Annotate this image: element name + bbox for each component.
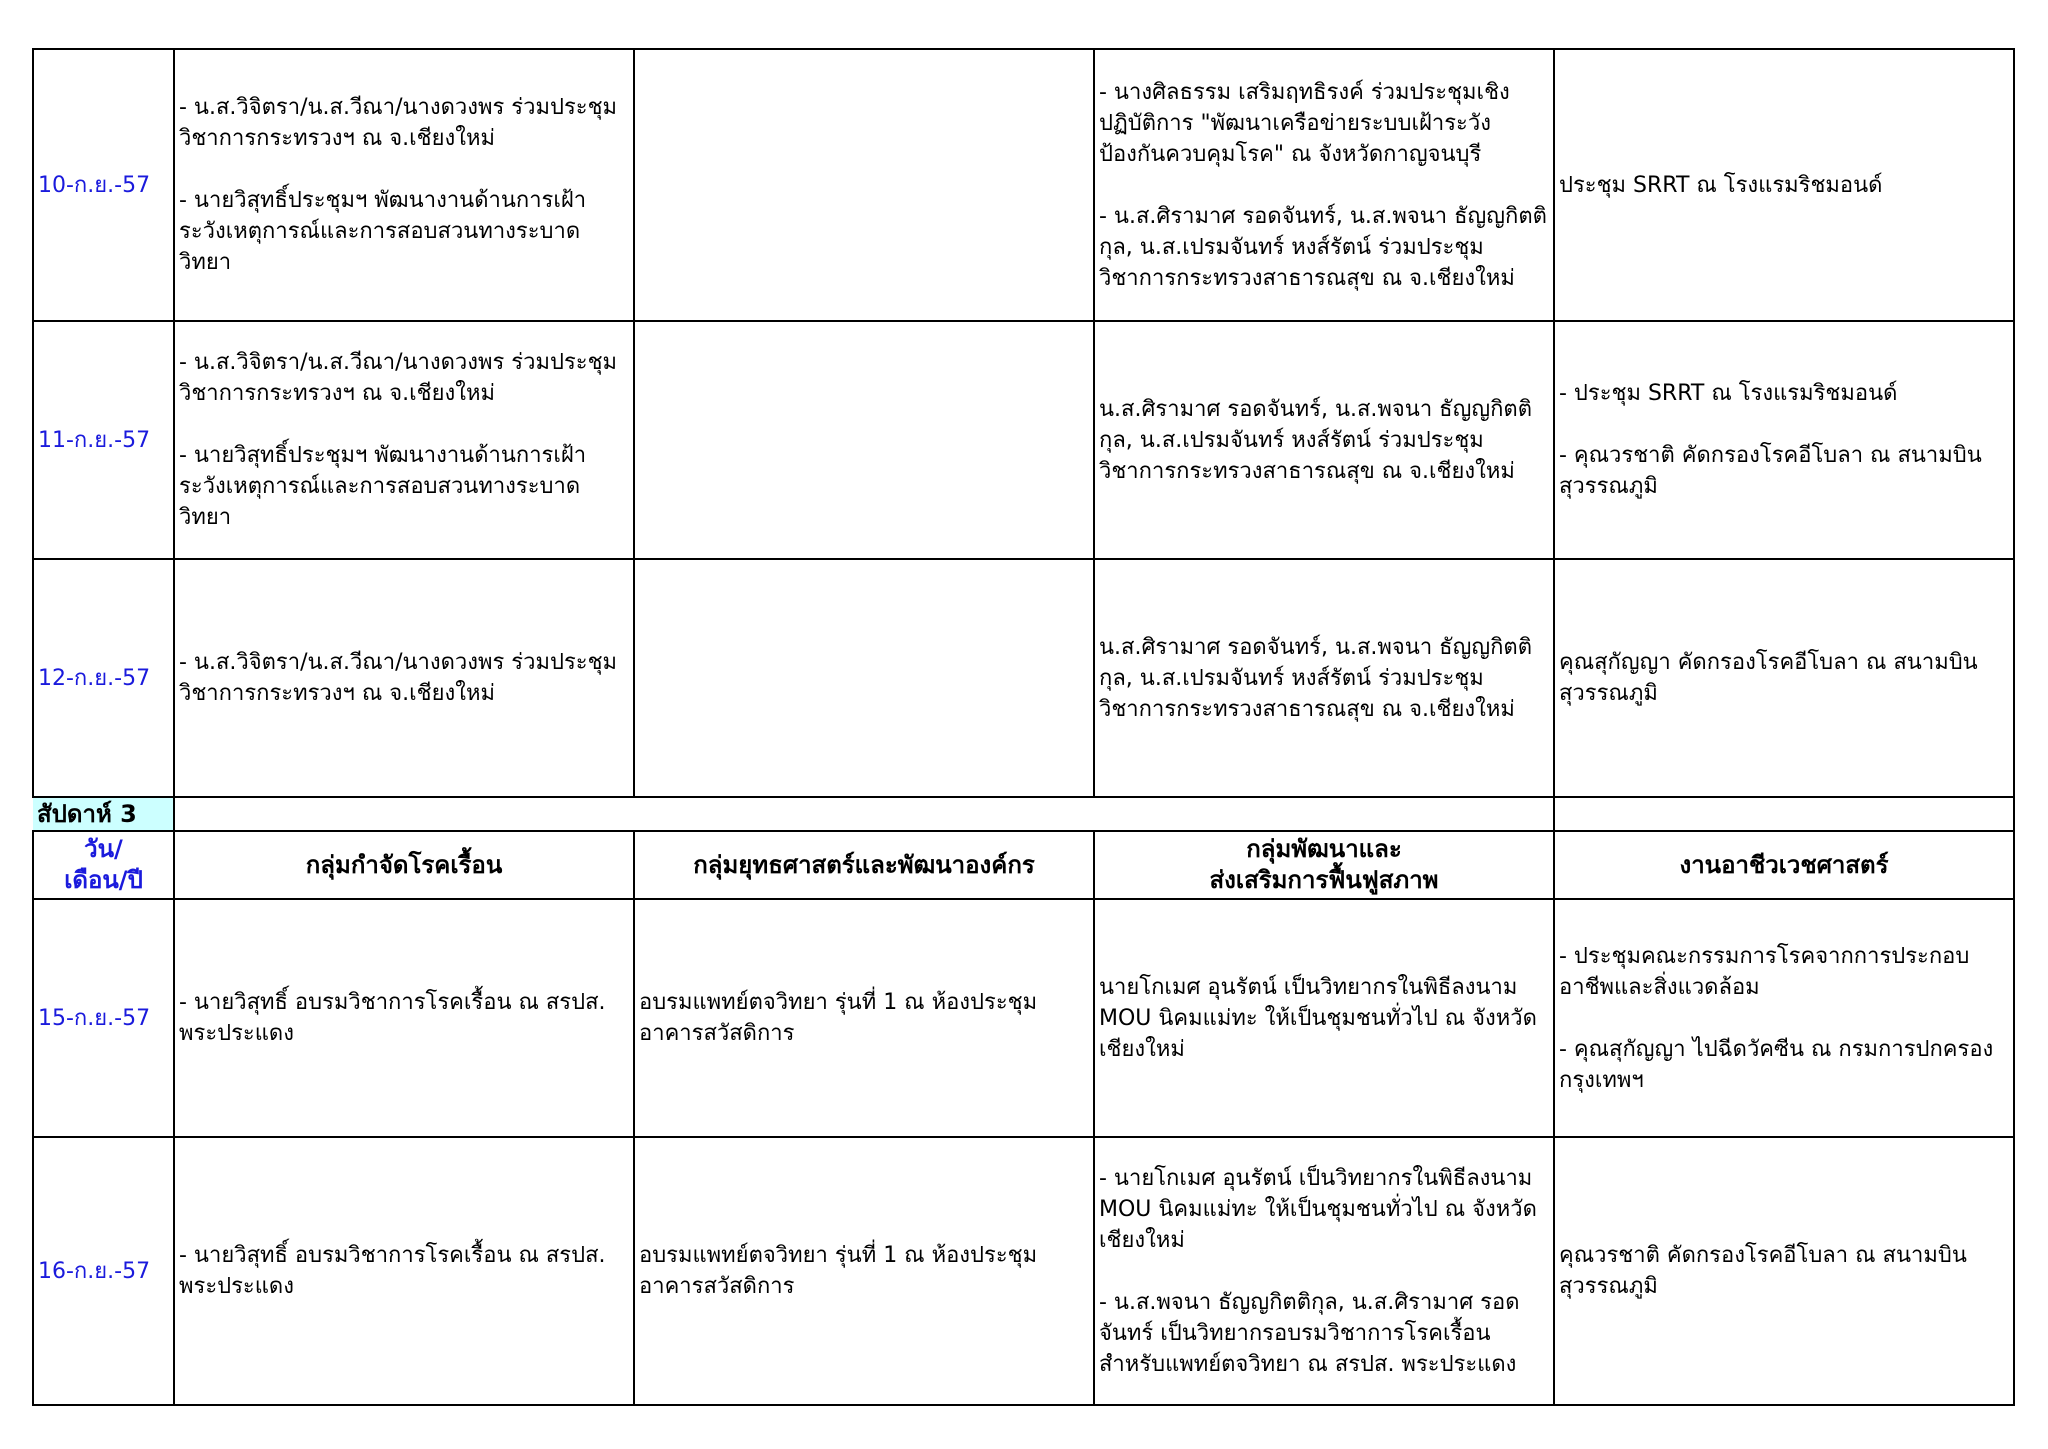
date-cell: 12-ก.ย.-57 (33, 559, 174, 797)
occupational-cell: คุณวรชาติ คัดกรองโรคอีโบลา ณ สนามบินสุวรรณภูมิ (1554, 1137, 2014, 1405)
rehab-group-cell: น.ส.ศิรามาศ รอดจันทร์, น.ส.พจนา ธัญญกิตติกุล, น.ส.เปรมจันทร์ หงส์รัตน์ ร่วมประชุมวิชาการกระทรวงสาธารณสุข ณ จ.เชียงใหม่ (1094, 559, 1554, 797)
leprosy-group-cell: - นายวิสุทธิ์ อบรมวิชาการโรคเรื้อน ณ สรปส. พระประแดง (174, 899, 634, 1137)
table-row (33, 899, 2014, 1137)
rehab-group-cell: - นายโกเมศ อุนรัตน์ เป็นวิทยากรในพิธีลงนาม MOU นิคมแม่ทะ ให้เป็นชุมชนทั่วไป ณ จังหวัดเชียงใหม่ - น.ส.พจนา ธัญญกิตติกุล, น.ส.ศิรามาศ รอดจันทร์ เป็นวิทยากรอบรมวิชาการโรคเรื้อนสำหรับแพทย์ตจวิทยา ณ สรปส. พระประแดง (1094, 1137, 1554, 1405)
table-row (33, 559, 2014, 797)
occupational-cell: ประชุม SRRT ณ โรงแรมริชมอนด์ (1554, 49, 2014, 321)
occupational-cell: คุณสุกัญญา คัดกรองโรคอีโบลา ณ สนามบินสุวรรณภูมิ (1554, 559, 2014, 797)
leprosy-group-cell: - น.ส.วิจิตรา/น.ส.วีณา/นางดวงพร ร่วมประชุมวิชาการกระทรวงฯ ณ จ.เชียงใหม่ (174, 559, 634, 797)
header-row (33, 831, 2014, 899)
header-date: วัน/ เดือน/ปี (33, 831, 174, 899)
strategy-group-cell (634, 559, 1094, 797)
week-blank (174, 797, 1554, 831)
leprosy-group-cell: - น.ส.วิจิตรา/น.ส.วีณา/นางดวงพร ร่วมประชุมวิชาการกระทรวงฯ ณ จ.เชียงใหม่ - นายวิสุทธิ์ประชุมฯ พัฒนางานด้านการเฝ้าระวังเหตุการณ์และการสอบสวนทางระบาดวิทยา (174, 49, 634, 321)
date-cell: 15-ก.ย.-57 (33, 899, 174, 1137)
rehab-group-cell: นายโกเมศ อุนรัตน์ เป็นวิทยากรในพิธีลงนาม MOU นิคมแม่ทะ ให้เป็นชุมชนทั่วไป ณ จังหวัดเชียงใหม่ (1094, 899, 1554, 1137)
table-row (33, 1137, 2014, 1405)
date-cell: 10-ก.ย.-57 (33, 49, 174, 321)
strategy-group-cell (634, 321, 1094, 559)
table-row (33, 321, 2014, 559)
date-cell: 16-ก.ย.-57 (33, 1137, 174, 1405)
header-strategy-group: กลุ่มยุทธศาสตร์และพัฒนาองค์กร (634, 831, 1094, 899)
schedule-sheet (32, 48, 2015, 1406)
strategy-group-cell: อบรมแพทย์ตจวิทยา รุ่นที่ 1 ณ ห้องประชุมอาคารสวัสดิการ (634, 1137, 1094, 1405)
schedule-table (32, 48, 2015, 1406)
header-occupational: งานอาชีวเวชศาสตร์ (1554, 831, 2014, 899)
strategy-group-cell: อบรมแพทย์ตจวิทยา รุ่นที่ 1 ณ ห้องประชุมอาคารสวัสดิการ (634, 899, 1094, 1137)
date-cell: 11-ก.ย.-57 (33, 321, 174, 559)
strategy-group-cell (634, 49, 1094, 321)
header-rehab-group: กลุ่มพัฒนาและ ส่งเสริมการฟื้นฟูสภาพ (1094, 831, 1554, 899)
week-blank-right (1554, 797, 2014, 831)
occupational-cell: - ประชุมคณะกรรมการโรคจากการประกอบอาชีพและสิ่งแวดล้อม - คุณสุกัญญา ไปฉีดวัคซีน ณ กรมการปกครอง กรุงเทพฯ (1554, 899, 2014, 1137)
table-row (33, 49, 2014, 321)
week-label: สัปดาห์ 3 (33, 797, 174, 831)
week-label-row (33, 797, 2014, 831)
occupational-cell: - ประชุม SRRT ณ โรงแรมริชมอนด์ - คุณวรชาติ คัดกรองโรคอีโบลา ณ สนามบินสุวรรณภูมิ (1554, 321, 2014, 559)
leprosy-group-cell: - น.ส.วิจิตรา/น.ส.วีณา/นางดวงพร ร่วมประชุมวิชาการกระทรวงฯ ณ จ.เชียงใหม่ - นายวิสุทธิ์ประชุมฯ พัฒนางานด้านการเฝ้าระวังเหตุการณ์และการสอบสวนทางระบาดวิทยา (174, 321, 634, 559)
header-leprosy-group: กลุ่มกำจัดโรคเรื้อน (174, 831, 634, 899)
leprosy-group-cell: - นายวิสุทธิ์ อบรมวิชาการโรคเรื้อน ณ สรปส. พระประแดง (174, 1137, 634, 1405)
rehab-group-cell: น.ส.ศิรามาศ รอดจันทร์, น.ส.พจนา ธัญญกิตติกุล, น.ส.เปรมจันทร์ หงส์รัตน์ ร่วมประชุมวิชาการกระทรวงสาธารณสุข ณ จ.เชียงใหม่ (1094, 321, 1554, 559)
rehab-group-cell: - นางศิลธรรม เสริมฤทธิรงค์ ร่วมประชุมเชิงปฏิบัติการ "พัฒนาเครือข่ายระบบเฝ้าระวังป้องกันควบคุมโรค" ณ จังหวัดกาญจนบุรี - น.ส.ศิรามาศ รอดจันทร์, น.ส.พจนา ธัญญกิตติกุล, น.ส.เปรมจันทร์ หงส์รัตน์ ร่วมประชุมวิชาการกระทรวงสาธารณสุข ณ จ.เชียงใหม่ (1094, 49, 1554, 321)
